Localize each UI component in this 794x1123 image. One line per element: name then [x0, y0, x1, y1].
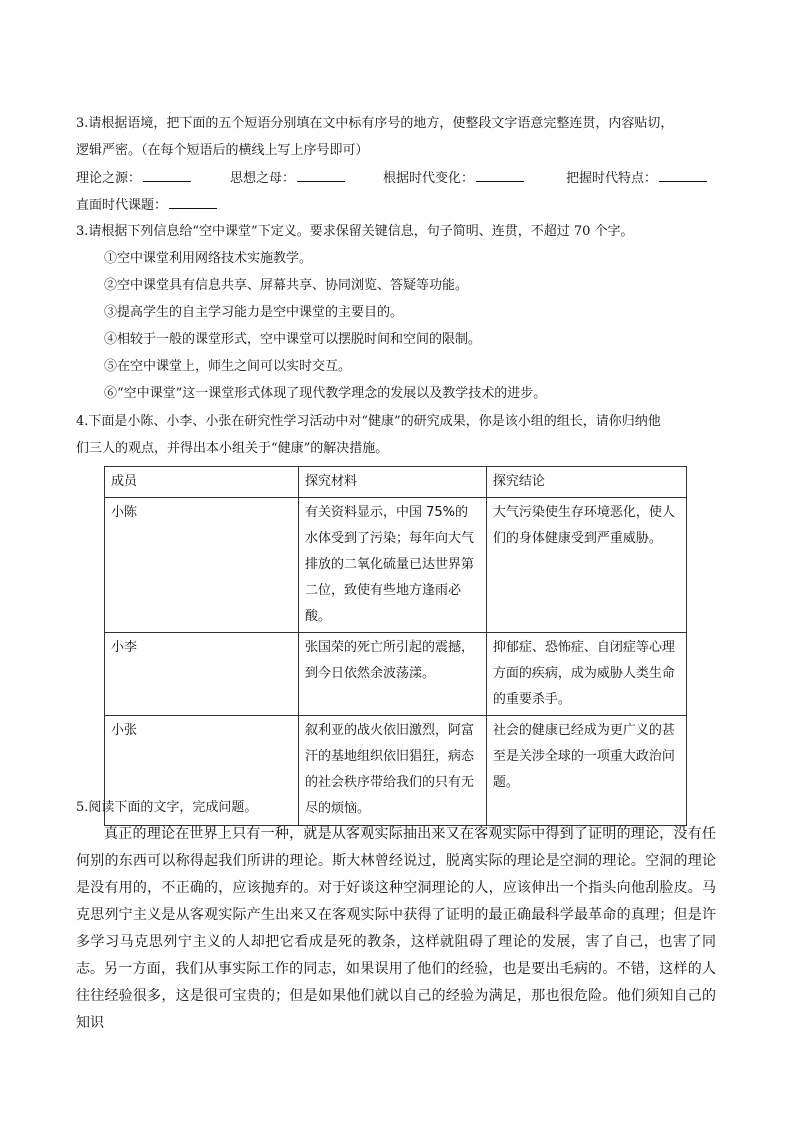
info-item: ②空中课堂具有信息共享、屏幕共享、协同浏览、答疑等功能。: [104, 278, 469, 293]
table-row: [105, 498, 687, 633]
q3-prompt-line2: 逻辑严密。（在每个短语后的横线上写上序号即可）: [76, 143, 369, 158]
cell-material: 张国荣的死亡所引起的震撼，到今日依然余波荡漾。: [299, 633, 487, 716]
blank-label: 把握时代特点：: [566, 171, 658, 186]
info-item: ③提高学生的自主学习能力是空中课堂的主要目的。: [104, 305, 404, 320]
answer-blank[interactable]: [659, 168, 707, 182]
cell-material: 有关资料显示，中国 75%的水体受到了污染；每年向大气排放的二氧化硫量已达世界第二位，致使有些地方逢雨必酸。: [299, 498, 487, 633]
info-item: ⑥“空中课堂”这一课堂形式体现了现代教学理念的发展以及教学技术的进步。: [104, 386, 547, 401]
blank-era-features: [566, 168, 707, 189]
answer-blank[interactable]: [143, 168, 191, 182]
answer-blank[interactable]: [297, 168, 345, 182]
header-member: 成员: [105, 467, 299, 498]
info-item: ④相较于一般的课堂形式，空中课堂可以摆脱时间和空间的限制。: [104, 332, 482, 347]
blank-thought-mother: [230, 168, 345, 189]
answer-blank[interactable]: [169, 195, 217, 209]
table-header-row: [105, 467, 687, 498]
header-conclusion: 探究结论: [486, 467, 686, 498]
blank-label: 根据时代变化：: [383, 171, 475, 186]
info-item: ⑤在空中课堂上，师生之间可以实时交互。: [104, 359, 352, 374]
cell-material: 叙利亚的战火依旧激烈，阿富汗的基地组织依旧猖狂，病态的社会秩序带给我们的只有无尽的烦恼。: [299, 716, 487, 826]
q3-prompt-line1: 3.请根据语境，把下面的五个短语分别填在文中标有序号的地方，使整段文字语意完整连贯，内容贴切，: [76, 116, 674, 131]
blank-label: 理论之源：: [76, 171, 142, 186]
blank-theory-source: [76, 168, 191, 189]
passage-paragraph-2: 另一方面，我们从事实际工作的同志，如果误用了他们的经验，也是要出毛病的。不错，这样的人往往经验很多，这是很可宝贵的；但是如果他们就以自己的经验为满足，那也很危险。他们须知自己的知识: [76, 961, 716, 1031]
info-item: ①空中课堂利用网络技术实施教学。: [104, 251, 313, 266]
q3-define-prompt: 3.请根据下列信息给“空中课堂”下定义。要求保留关键信息，句子简明、连贯，不超过 70 个字。: [76, 224, 634, 239]
answer-blank[interactable]: [476, 168, 524, 182]
blank-label: 直面时代课题：: [76, 198, 168, 213]
q4-prompt-line2: 们三人的观点，并得出本小组关于“健康”的解决措施。: [76, 441, 389, 456]
research-table: [104, 466, 687, 826]
cell-member: 小李: [105, 633, 299, 716]
q4-prompt-line1: 4.下面是小陈、小李、小张在研究性学习活动中对“健康”的研究成果，你是该小组的组长，请你归纳他: [76, 414, 661, 429]
cell-member: 小张: [105, 716, 299, 826]
cell-member: 小陈: [105, 498, 299, 633]
blank-label: 思想之母：: [230, 171, 296, 186]
blank-era-topic: [76, 195, 217, 216]
passage-paragraph-1: 真正的理论在世界上只有一种，就是从客观实际抽出来又在客观实际中得到了证明的理论，没有任何别的东西可以称得起我们所讲的理论。斯大林曾经说过，脱离实际的理论是空洞的理论。空洞的理论是没有用的，不正确的，应该抛弃的。对于好谈这种空洞理论的人，应该伸出一个指头向他刮脸皮。马克思列宁主义是从客观实际产生出来又在客观实际中获得了证明的最正确最科学最革命的真理；但是许多学习马克思列宁主义的人却把它看成是死的教条，这样就阻碍了理论的发展，害了自己，也害了同志。: [76, 826, 716, 977]
q5-prompt: 5.阅读下面的文字，完成问题。: [76, 800, 258, 815]
table-row: [105, 633, 687, 716]
cell-conclusion: 社会的健康已经成为更广义的甚至是关涉全球的一项重大政治问题。: [486, 716, 686, 826]
cell-conclusion: 抑郁症、恐怖症、自闭症等心理方面的疾病，成为威胁人类生命的重要杀手。: [486, 633, 686, 716]
cell-conclusion: 大气污染使生存环境恶化，使人们的身体健康受到严重威胁。: [486, 498, 686, 633]
header-material: 探究材料: [299, 467, 487, 498]
blank-era-change: [383, 168, 524, 189]
